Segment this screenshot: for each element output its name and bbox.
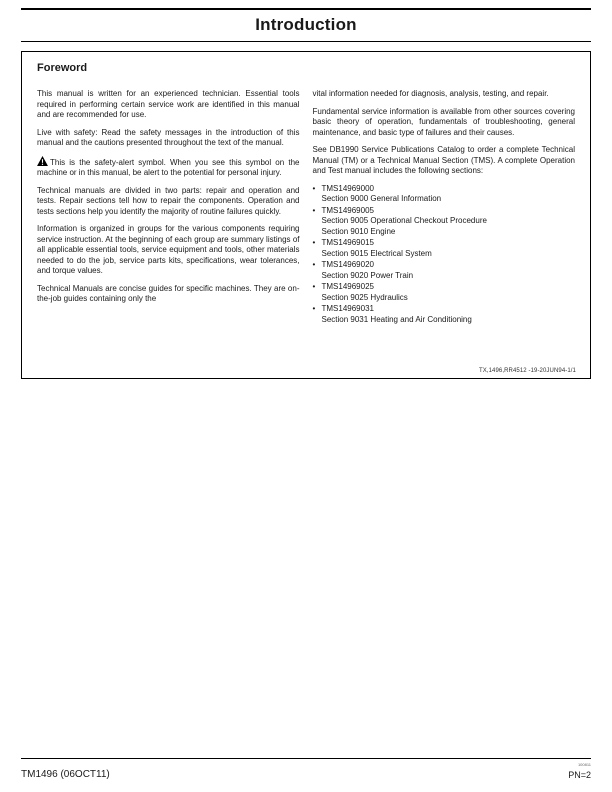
- foreword-box: [21, 51, 591, 379]
- revision-code: TX,1496,RR4512 -19-20JUN94-1/1: [478, 368, 576, 374]
- tms-code: TMS14969020: [321, 260, 374, 269]
- tms-section: Section 9010 Engine: [321, 226, 396, 236]
- tms-section: Section 9025 Hydraulics: [321, 292, 408, 302]
- paragraph-text: This is the safety-alert symbol. When you see this symbol on the machine or in this manual, be alert to the potential for personal injury.: [37, 157, 300, 177]
- paragraph: See DB1990 Service Publications Catalog to order a complete Technical Manual (TM) or a Technical Manual Section (TMS). A complete Operation and Test manual includes the following sections:: [312, 145, 575, 175]
- bullet-icon: •: [312, 282, 316, 291]
- paragraph: Fundamental service information is available from other sources covering basic theory of operation, fundamentals of troubleshooting, general maintenance, and basic type of failures and their causes.: [312, 106, 575, 137]
- tms-code: TMS14969015: [321, 238, 374, 247]
- paragraph: vital information needed for diagnosis, analysis, testing, and repair.: [312, 89, 549, 98]
- safety-alert-icon: [37, 156, 48, 166]
- paragraph-safety: [37, 156, 300, 179]
- tms-section: Section 9020 Power Train: [321, 270, 414, 280]
- paragraph: Technical Manuals are concise guides for specific machines. They are on-the-job guides containing only the: [37, 283, 300, 303]
- paragraph: Live with safety: Read the safety messages in the introduction of this manual and the cautions presented throughout the text of the manual.: [37, 127, 300, 147]
- bullet-icon: •: [312, 260, 316, 269]
- bullet-icon: •: [312, 205, 316, 215]
- paragraph: This manual is written for an experienced technician. Essential tools required in performing certain service work are identified in this manual and are recommended for use.: [37, 89, 300, 119]
- tms-section: Section 9031 Heating and Air Conditioning: [321, 314, 472, 324]
- left-column: [37, 89, 300, 326]
- page-title: Introduction: [255, 15, 357, 34]
- bullet-icon: •: [312, 238, 316, 247]
- tms-section: Section 9015 Electrical System: [321, 248, 432, 258]
- manual-id: TM1496 (06OCT11): [21, 769, 110, 780]
- list-item: [313, 238, 576, 259]
- list-item: [313, 184, 576, 205]
- paragraph: Information is organized in groups for the various components requiring service instruction. At the beginning of each group are summary listings of all applicable essential tools, service equipment and tools, other materials needed to do the job, service parts kits, specifications, wear tolerances, and torque values.: [37, 224, 300, 275]
- list-item: [313, 206, 576, 238]
- tms-code: TMS14969031: [321, 304, 374, 313]
- tms-code: TMS14969005: [321, 205, 374, 215]
- footer-rule: [21, 758, 591, 759]
- page-footer: [21, 758, 591, 780]
- tms-code: TMS14969025: [321, 282, 374, 291]
- tms-section-list: [313, 184, 576, 326]
- tms-section: Section 9000 General Information: [321, 194, 442, 203]
- print-micro-code: 100811: [577, 762, 591, 767]
- list-item: [313, 282, 576, 303]
- list-item: [313, 260, 576, 281]
- foreword-heading: Foreword: [37, 62, 88, 74]
- tms-code: TMS14969000: [321, 183, 374, 193]
- tms-section: Section 9005 Operational Checkout Procedure: [321, 216, 487, 225]
- title-rule: [21, 41, 591, 42]
- list-item: [313, 304, 576, 325]
- bullet-icon: •: [312, 304, 316, 313]
- paragraph: Technical manuals are divided in two parts: repair and operation and tests. Repair sections tell how to repair the components. Operation and tests sections help you identify the majority of routine failures quickly.: [37, 185, 300, 216]
- two-column-text: [37, 89, 575, 326]
- bullet-icon: •: [312, 183, 316, 193]
- page-number: PN=2: [568, 770, 591, 780]
- right-column: [313, 89, 576, 326]
